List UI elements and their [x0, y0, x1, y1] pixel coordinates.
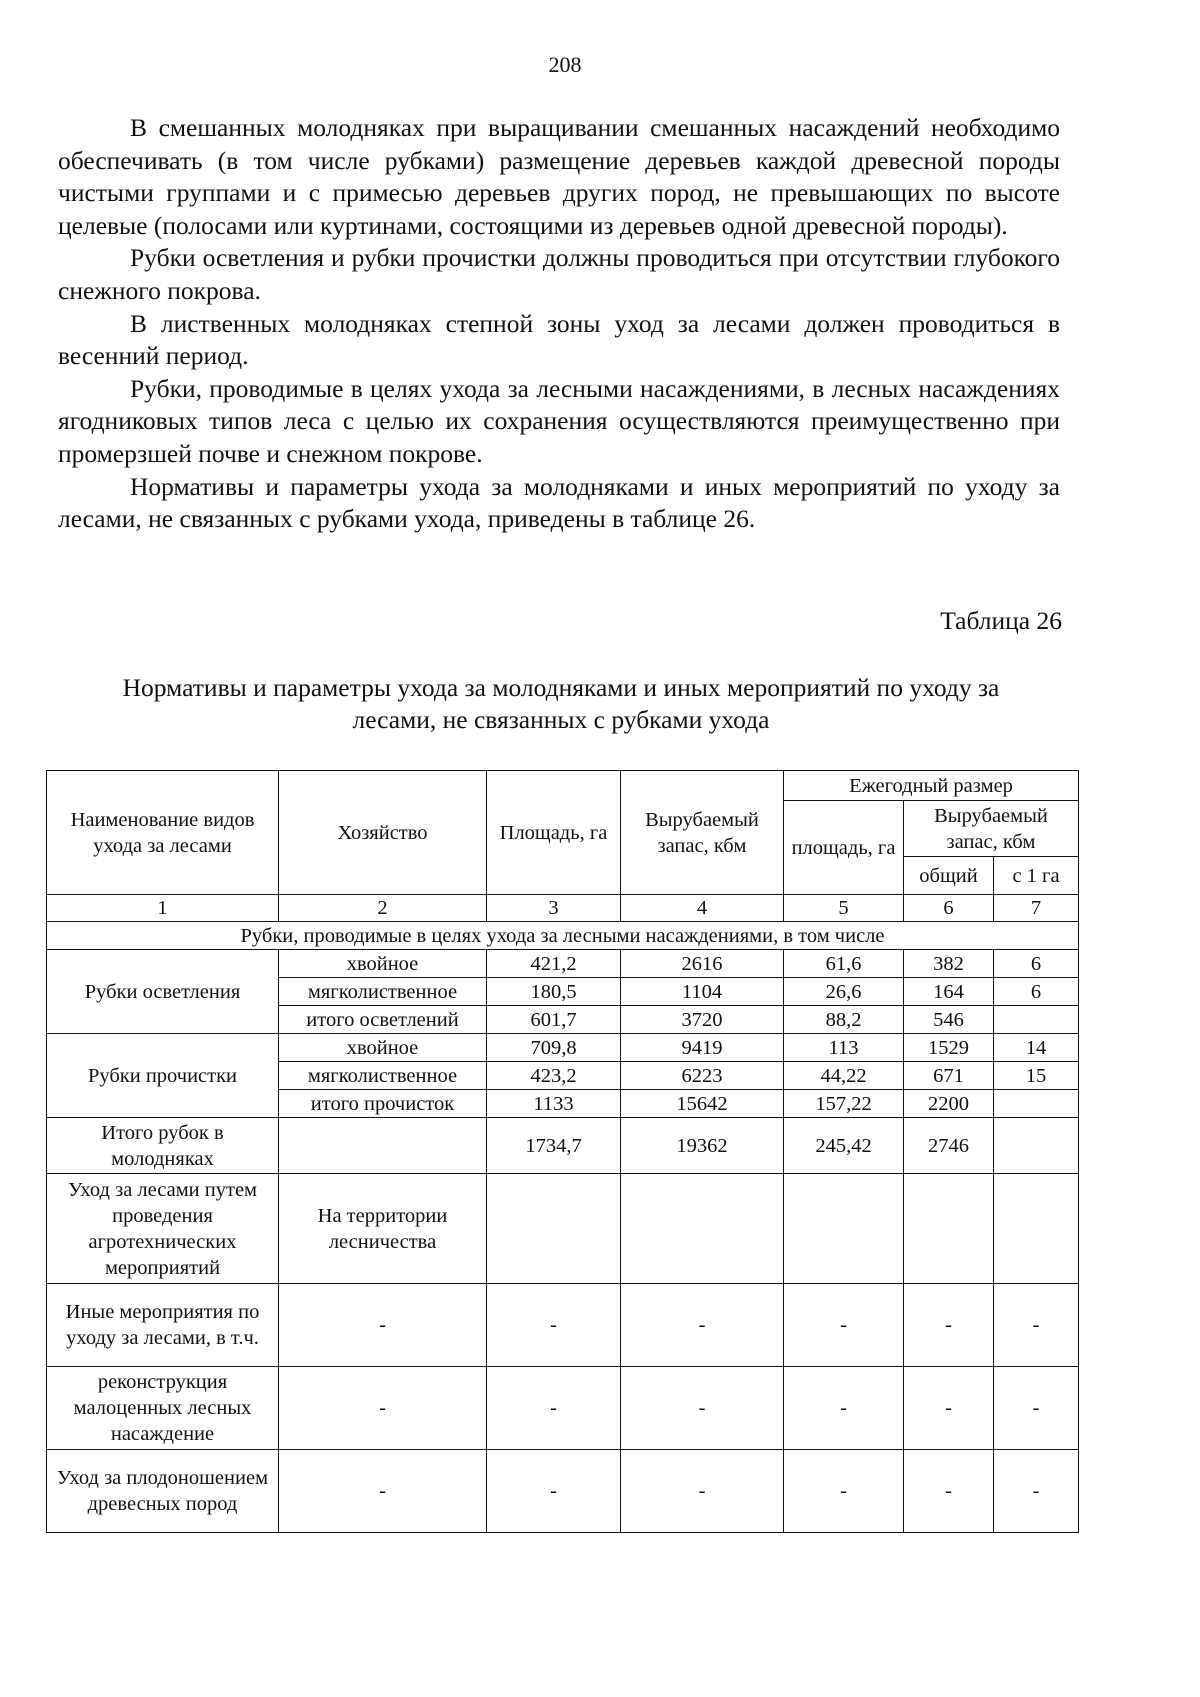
table-cell: 164: [904, 978, 994, 1006]
header-cell: общий: [904, 857, 994, 895]
header-cell: Ежегодный размер: [784, 771, 1079, 801]
table-cell: 2746: [904, 1118, 994, 1174]
table-cell: -: [279, 1284, 487, 1367]
table-cell: [487, 1174, 621, 1284]
table-title-line: Нормативы и параметры ухода за молодняками и иных мероприятий по уходу за: [122, 673, 1000, 702]
table-cell: мягколиственное: [279, 978, 487, 1006]
header-cell: Хозяйство: [279, 771, 487, 895]
table-cell: -: [904, 1450, 994, 1533]
table-cell: мягколиственное: [279, 1062, 487, 1090]
column-number: 1: [47, 895, 279, 922]
column-number: 3: [487, 895, 621, 922]
table-cell: 421,2: [487, 950, 621, 978]
row-group-name: Рубки прочистки: [47, 1034, 279, 1118]
table-cell: [994, 1118, 1079, 1174]
body-text: [58, 112, 1060, 536]
table-cell: 709,8: [487, 1034, 621, 1062]
column-number: 4: [621, 895, 784, 922]
table-cell: 26,6: [784, 978, 904, 1006]
table-title-line: лесами, не связанных с рубками ухода: [352, 705, 770, 734]
table-cell: -: [487, 1450, 621, 1533]
table-cell: 423,2: [487, 1062, 621, 1090]
header-cell: Наименование видов ухода за лесами: [47, 771, 279, 895]
table-cell: 6: [994, 978, 1079, 1006]
table-cell: 671: [904, 1062, 994, 1090]
table-cell: [784, 1174, 904, 1284]
table-cell: 1734,7: [487, 1118, 621, 1174]
header-cell: площадь, га: [784, 801, 904, 895]
table-cell: -: [994, 1284, 1079, 1367]
paragraph: В лиственных молодняках степной зоны уход за лесами должен проводиться в весенний период.: [58, 308, 1060, 371]
table-cell: 2200: [904, 1090, 994, 1118]
table-cell: 245,42: [784, 1118, 904, 1174]
paragraph: Нормативы и параметры ухода за молодняками и иных мероприятий по уходу за лесами, не связанных с рубками ухода, приведены в таблице 26.: [58, 471, 1060, 534]
table-cell: [279, 1118, 487, 1174]
table-cell: Уход за лесами путем проведения агротехнических мероприятий: [47, 1174, 279, 1284]
table-cell: 157,22: [784, 1090, 904, 1118]
table-cell: -: [487, 1367, 621, 1450]
table-cell: 44,22: [784, 1062, 904, 1090]
table-cell: [904, 1174, 994, 1284]
column-number: 5: [784, 895, 904, 922]
table-cell: 1104: [621, 978, 784, 1006]
table-cell: 382: [904, 950, 994, 978]
table-row: [47, 1118, 1079, 1174]
row-group-name: Рубки осветления: [47, 950, 279, 1034]
table-cell: хвойное: [279, 1034, 487, 1062]
table-cell: 113: [784, 1034, 904, 1062]
header-cell: Вырубаемый запас, кбм: [621, 771, 784, 895]
header-cell: Вырубаемый запас, кбм: [904, 801, 1079, 857]
table-cell: 15642: [621, 1090, 784, 1118]
table-cell: -: [621, 1284, 784, 1367]
table-cell: -: [621, 1367, 784, 1450]
table-cell: -: [487, 1284, 621, 1367]
table-cell: -: [784, 1367, 904, 1450]
column-number: 7: [994, 895, 1079, 922]
table-row: [47, 950, 1079, 978]
table-cell: [621, 1174, 784, 1284]
header-row: [47, 771, 1079, 801]
section-row: [47, 922, 1079, 950]
table-cell: 61,6: [784, 950, 904, 978]
table-cell: 1529: [904, 1034, 994, 1062]
table-cell: -: [784, 1284, 904, 1367]
table-cell: -: [279, 1450, 487, 1533]
table-cell: 6223: [621, 1062, 784, 1090]
table-row: [47, 1367, 1079, 1450]
column-number: 6: [904, 895, 994, 922]
paragraph: Рубки осветления и рубки прочистки должны проводиться при отсутствии глубокого снежного покрова.: [58, 243, 1060, 305]
table-cell: 601,7: [487, 1006, 621, 1034]
paragraph: В смешанных молодняках при выращивании смешанных насаждений необходимо обеспечивать (в том числе рубками) размещение деревьев каждой древесной породы чистыми группами и с примесью деревьев других пород, не превышающих по высоте целевые (полосами или куртинами, состоящими из деревьев одной древесной породы).: [58, 113, 1060, 240]
column-number-row: [47, 895, 1079, 922]
table-cell: -: [994, 1367, 1079, 1450]
table-cell: реконструкция малоценных лесных насаждение: [47, 1367, 279, 1450]
table-cell: Иные мероприятия по уходу за лесами, в т.ч.: [47, 1284, 279, 1367]
table-cell: 15: [994, 1062, 1079, 1090]
table-cell: 19362: [621, 1118, 784, 1174]
table-cell: -: [994, 1450, 1079, 1533]
table-cell: 6: [994, 950, 1079, 978]
table-cell: Уход за плодоношением древесных пород: [47, 1450, 279, 1533]
norms-table: [46, 770, 1079, 1533]
table-cell: -: [904, 1367, 994, 1450]
table-cell: На территории лесничества: [279, 1174, 487, 1284]
table-cell: 14: [994, 1034, 1079, 1062]
table-cell: -: [904, 1284, 994, 1367]
table-cell: 2616: [621, 950, 784, 978]
paragraph: Рубки, проводимые в целях ухода за лесными насаждениями, в лесных насаждениях ягодниковых типов леса с целью их сохранения осуществляются преимущественно при промерзшей почве и снежном покрове.: [58, 373, 1060, 468]
table-cell: 1133: [487, 1090, 621, 1118]
section-cell: Рубки, проводимые в целях ухода за лесными насаждениями, в том числе: [47, 922, 1079, 950]
header-cell: с 1 га: [994, 857, 1079, 895]
table-cell: итого осветлений: [279, 1006, 487, 1034]
header-cell: Площадь, га: [487, 771, 621, 895]
page-number: 208: [548, 52, 582, 77]
table-cell: -: [621, 1450, 784, 1533]
table-cell: [994, 1090, 1079, 1118]
table-cell: 180,5: [487, 978, 621, 1006]
table-cell: итого прочисток: [279, 1090, 487, 1118]
table-cell: -: [279, 1367, 487, 1450]
table-cell: 546: [904, 1006, 994, 1034]
table-title: [58, 672, 1064, 736]
table-row: [47, 1174, 1079, 1284]
table-row: [47, 1450, 1079, 1533]
column-number: 2: [279, 895, 487, 922]
table-cell: [994, 1006, 1079, 1034]
table-cell: Итого рубок в молодняках: [47, 1118, 279, 1174]
table-cell: 3720: [621, 1006, 784, 1034]
table-row: [47, 1034, 1079, 1062]
table-cell: хвойное: [279, 950, 487, 978]
table-row: [47, 1284, 1079, 1367]
table-cell: 88,2: [784, 1006, 904, 1034]
table-cell: [994, 1174, 1079, 1284]
table-cell: -: [784, 1450, 904, 1533]
table-cell: 9419: [621, 1034, 784, 1062]
table-label: Таблица 26: [940, 606, 1062, 635]
